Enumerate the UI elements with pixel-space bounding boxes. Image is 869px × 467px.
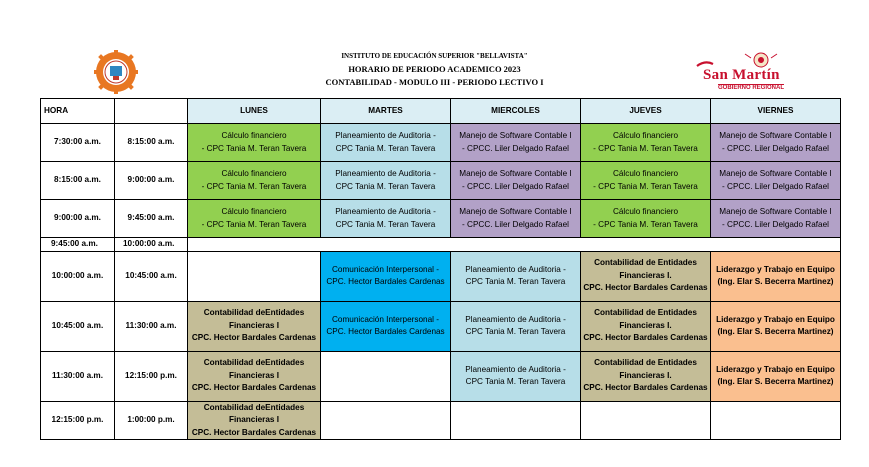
table-row (41, 162, 841, 200)
course-cell: Planeamiento de Auditoria - CPC Tania M. Teran Tavera (321, 162, 451, 200)
table-row (41, 351, 841, 401)
course-cell: Cálculo financiero - CPC Tania M. Teran Tavera (188, 124, 321, 162)
empty-cell (451, 401, 581, 440)
header-hora: HORA (41, 99, 115, 124)
course-cell: Contabilidad deEntidades Financieras I CPC. Hector Bardales Cardenas (188, 401, 321, 440)
start-time: 9:45:00 a.m. (41, 238, 115, 252)
start-time: 10:00:00 a.m. (41, 251, 115, 301)
table-row (41, 301, 841, 351)
course-cell: Manejo de Software Contable I - CPCC. Liler Delgado Rafael (711, 124, 841, 162)
course-cell: Manejo de Software Contable I - CPCC. Liler Delgado Rafael (451, 124, 581, 162)
end-time: 10:45:00 a.m. (115, 251, 188, 301)
course-cell: Contabilidad deEntidades Financieras I CPC. Hector Bardales Cardenas (188, 301, 321, 351)
end-time: 1:00:00 p.m. (115, 401, 188, 440)
course-cell: Planeamiento de Auditoria - CPC Tania M. Teran Tavera (451, 251, 581, 301)
schedule-title: HORARIO DE PERIODO ACADEMICO 2023 (348, 64, 521, 74)
course-cell: Manejo de Software Contable I - CPCC. Liler Delgado Rafael (451, 162, 581, 200)
break-cell (188, 238, 841, 252)
empty-cell (711, 401, 841, 440)
course-cell: Comunicación Interpersonal - CPC. Hector Bardales Cardenas (321, 251, 451, 301)
end-time: 9:00:00 a.m. (115, 162, 188, 200)
course-cell: Planeamiento de Auditoria - CPC Tania M. Teran Tavera (451, 351, 581, 401)
course-cell: Planeamiento de Auditoria - CPC Tania M. Teran Tavera (451, 301, 581, 351)
table-row (41, 251, 841, 301)
start-time: 7:30:00 a.m. (41, 124, 115, 162)
institute-name: INSTITUTO DE EDUCACIÓN SUPERIOR "BELLAVISTA" (341, 52, 528, 60)
table-row (41, 124, 841, 162)
course-cell: Cálculo financiero - CPC Tania M. Teran Tavera (188, 200, 321, 238)
course-cell: Comunicación Interpersonal - CPC. Hector Bardales Cardenas (321, 301, 451, 351)
course-cell: Liderazgo y Trabajo en Equipo (Ing. Elar S. Becerra Martinez) (711, 351, 841, 401)
end-time: 12:15:00 p.m. (115, 351, 188, 401)
header-day: MARTES (321, 99, 451, 124)
course-cell: Liderazgo y Trabajo en Equipo (Ing. Elar S. Becerra Martinez) (711, 301, 841, 351)
schedule-subtitle: CONTABILIDAD - MODULO III - PERIODO LECTIVO I (325, 77, 544, 87)
header-day: LUNES (188, 99, 321, 124)
table-header-row (41, 99, 841, 124)
start-time: 11:30:00 a.m. (41, 351, 115, 401)
start-time: 10:45:00 a.m. (41, 301, 115, 351)
course-cell: Contabilidad de Entidades Financieras I. CPC. Hector Bardales Cardenas (581, 351, 711, 401)
end-time: 9:45:00 a.m. (115, 200, 188, 238)
end-time: 8:15:00 a.m. (115, 124, 188, 162)
empty-cell (581, 401, 711, 440)
end-time: 11:30:00 a.m. (115, 301, 188, 351)
empty-cell (321, 351, 451, 401)
empty-cell (188, 251, 321, 301)
table-row-break (41, 238, 841, 252)
header-day: MIERCOLES (451, 99, 581, 124)
header-day: JUEVES (581, 99, 711, 124)
course-cell: Planeamiento de Auditoria - CPC Tania M. Teran Tavera (321, 200, 451, 238)
header-day: VIERNES (711, 99, 841, 124)
logo-right-title: San Martín (703, 67, 780, 83)
course-cell: Cálculo financiero - CPC Tania M. Teran Tavera (581, 200, 711, 238)
start-time: 8:15:00 a.m. (41, 162, 115, 200)
logo-right-subtitle: GOBIERNO REGIONAL (718, 85, 785, 91)
course-cell: Liderazgo y Trabajo en Equipo (Ing. Elar S. Becerra Martinez) (711, 251, 841, 301)
course-cell: Manejo de Software Contable I - CPCC. Liler Delgado Rafael (711, 162, 841, 200)
start-time: 12:15:00 p.m. (41, 401, 115, 440)
course-cell: Contabilidad deEntidades Financieras I CPC. Hector Bardales Cardenas (188, 351, 321, 401)
start-time: 9:00:00 a.m. (41, 200, 115, 238)
course-cell: Contabilidad de Entidades Financieras I. CPC. Hector Bardales Cardenas (581, 251, 711, 301)
header-hora-end (115, 99, 188, 124)
course-cell: Manejo de Software Contable I - CPCC. Liler Delgado Rafael (711, 200, 841, 238)
document-header (0, 50, 869, 89)
empty-cell (321, 401, 451, 440)
course-cell: Manejo de Software Contable I - CPCC. Liler Delgado Rafael (451, 200, 581, 238)
course-cell: Cálculo financiero - CPC Tania M. Teran Tavera (581, 124, 711, 162)
course-cell: Cálculo financiero - CPC Tania M. Teran Tavera (188, 162, 321, 200)
end-time: 10:00:00 a.m. (115, 238, 188, 252)
course-cell: Planeamiento de Auditoria - CPC Tania M. Teran Tavera (321, 124, 451, 162)
course-cell: Contabilidad de Entidades Financieras I. CPC. Hector Bardales Cardenas (581, 301, 711, 351)
schedule-table (40, 98, 841, 440)
table-row (41, 200, 841, 238)
course-cell: Cálculo financiero - CPC Tania M. Teran Tavera (581, 162, 711, 200)
table-row (41, 401, 841, 440)
